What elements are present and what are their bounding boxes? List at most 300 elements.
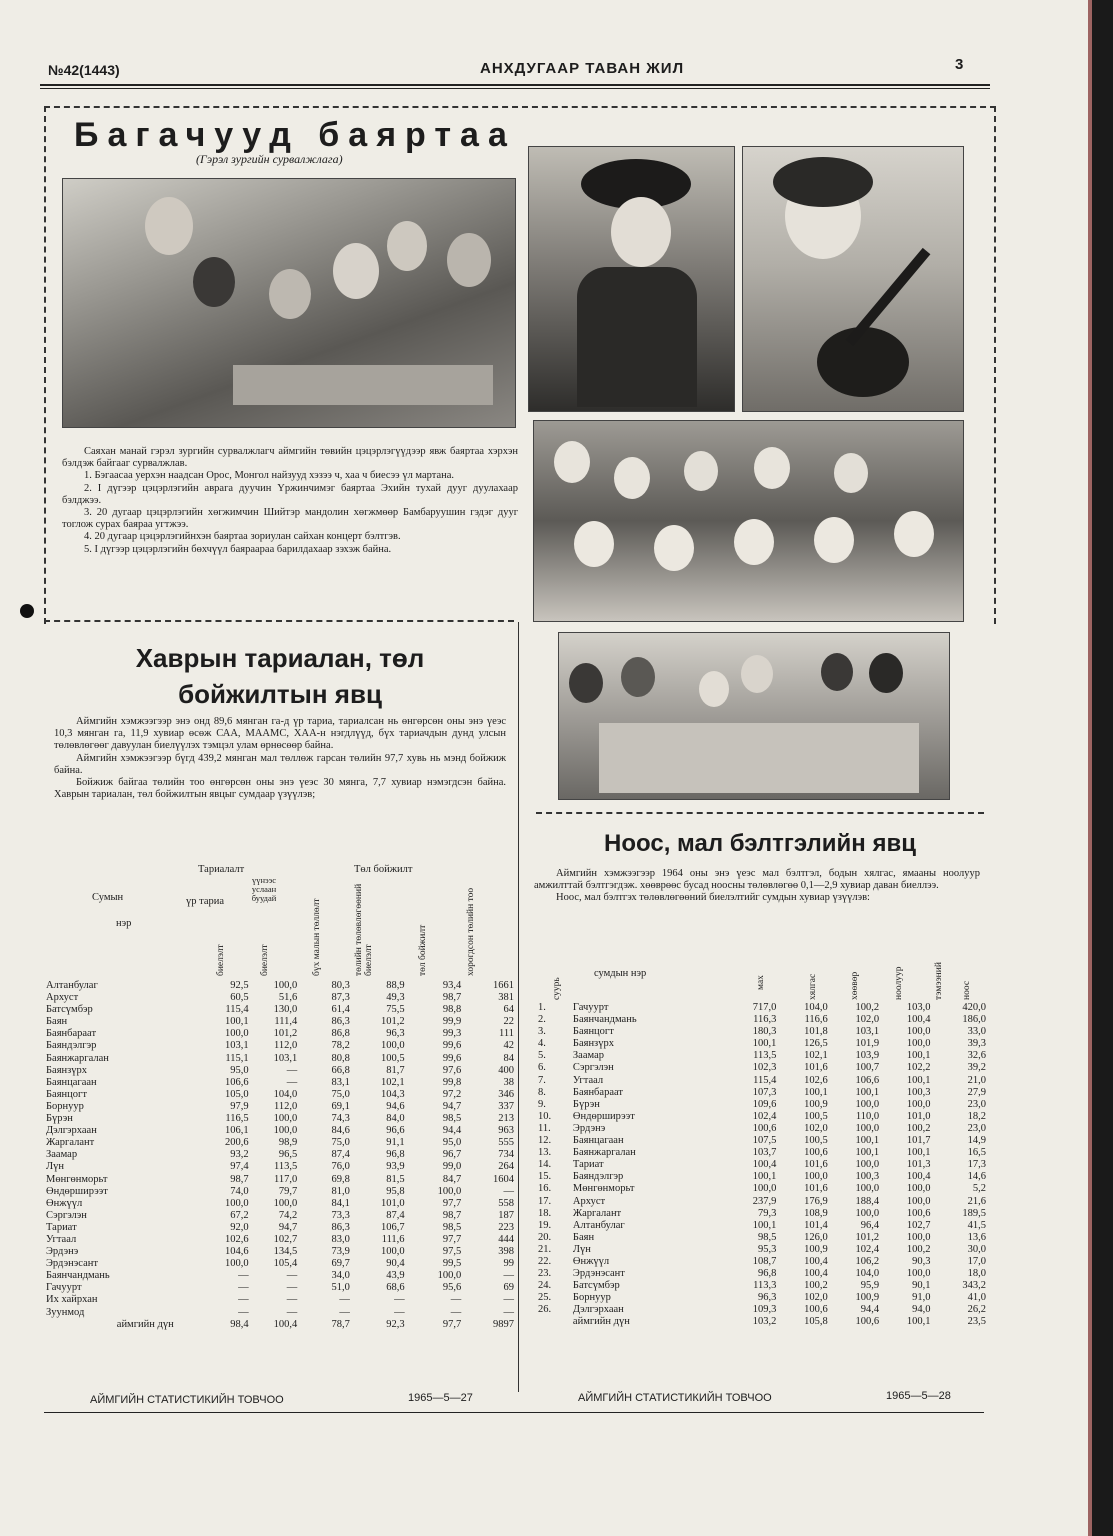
article2-table-cell: Баяндэлгэр <box>46 1040 97 1052</box>
article2-table-cell: Баян <box>46 1016 68 1028</box>
article2-table-row <box>46 980 518 992</box>
section-divider-right <box>536 812 984 814</box>
article3-table-cell: 100,1 <box>906 1074 931 1086</box>
article3-table-cell: Архуст <box>572 1195 606 1207</box>
photo-girl-singer <box>528 146 735 412</box>
article3-table-row <box>538 1171 990 1183</box>
article3-table-cell: 102,1 <box>804 1050 828 1062</box>
photo-boys-friends <box>62 178 516 428</box>
article2-table-row <box>46 1113 518 1125</box>
article2-table-cell: — <box>339 1294 350 1306</box>
article2-table-cell: 84,6 <box>331 1125 350 1137</box>
article2-table-cell: Эрдэнэсант <box>46 1258 98 1270</box>
article2-table-cell: Бүрэн <box>46 1113 73 1125</box>
article3-table-cell: Гачуурт <box>572 1002 609 1013</box>
article3-table-cell: 100,1 <box>752 1219 777 1231</box>
col-group-tariallt: Тариалалт <box>198 864 245 875</box>
article2-footer-org: АЙМГИЙН СТАТИСТИКИЙН ТОВЧОО <box>90 1394 284 1406</box>
article2-table-cell: — <box>394 1294 405 1306</box>
article3-table-cell: 41,0 <box>967 1292 986 1304</box>
article2-table-cell: 97,7 <box>442 1197 462 1209</box>
article2-table-cell: 398 <box>498 1246 514 1258</box>
article3-table-cell: 126,0 <box>804 1231 828 1243</box>
article2-table-cell: 337 <box>498 1100 514 1112</box>
article3-table-cell: 18. <box>538 1207 552 1219</box>
article2-table-cell: 99,3 <box>442 1028 462 1040</box>
article2-table-row <box>46 1174 518 1186</box>
article3-table-cell: 17,3 <box>967 1159 986 1171</box>
article2-table-cell: Мөнгөнморьт <box>46 1173 108 1185</box>
article3-table-cell: 79,3 <box>758 1207 777 1219</box>
article1-para: 3. 20 дугаар цэцэрлэгийн хөгжимчин Шийтэр мандолин хөгжмөөр Бамбаруушин гэдэг дууг тоглож сурах баяраа угтжээ. <box>62 507 518 531</box>
article3-table-cell: 41,5 <box>967 1219 986 1231</box>
article2-table-cell: — <box>503 1185 514 1197</box>
article3-table-cell: 100,5 <box>804 1135 828 1147</box>
article2-table-cell: Баянзүрх <box>46 1064 88 1076</box>
article3-table-cell: 100,2 <box>855 1002 880 1013</box>
article3-table-cell: 100,0 <box>906 1026 931 1038</box>
page-number: 3 <box>955 56 964 73</box>
article2-table-cell: 117,0 <box>273 1173 298 1185</box>
article2-table-cell: 61,4 <box>331 1004 350 1016</box>
article3-table-row <box>538 1196 990 1208</box>
article3-table-cell: 102,4 <box>752 1110 777 1122</box>
article3-table-cell: Борнуур <box>572 1292 611 1304</box>
article3-table-cell: 100,6 <box>855 1316 880 1328</box>
col-bielelt-2: биелэлт <box>260 944 270 976</box>
article3-table-cell: 237,9 <box>752 1195 777 1207</box>
article3-table-row <box>538 1075 990 1087</box>
article3-table-cell: Мөнгөнморьт <box>572 1183 635 1195</box>
article3-table-cell: 101,8 <box>804 1026 828 1038</box>
article2-table-cell: 80,3 <box>331 980 350 991</box>
article2-table-cell: 400 <box>498 1064 514 1076</box>
article2-table-cell: 74,0 <box>230 1185 249 1197</box>
article3-table-cell: Баянчандмань <box>572 1014 637 1026</box>
article2-table-cell: 100,5 <box>380 1052 405 1064</box>
article3-table-row <box>538 1123 990 1135</box>
article2-table-cell: 105,4 <box>273 1258 298 1270</box>
article2-table-cell: 99,6 <box>442 1040 462 1052</box>
article2-table-cell: 92,5 <box>230 980 249 991</box>
article3-table-cell: 10. <box>538 1110 552 1122</box>
article2-table-cell: 187 <box>498 1209 514 1221</box>
article2-table-cell: 103,1 <box>224 1040 249 1052</box>
article2-table-cell: 98,9 <box>278 1137 298 1149</box>
article2-table-cell: 96,8 <box>386 1149 405 1161</box>
article2-table-row <box>46 1210 518 1222</box>
article3-table-cell: аймгийн дүн <box>572 1316 630 1328</box>
article2-table-row <box>46 1282 518 1294</box>
article3-table-cell: 96,4 <box>860 1219 880 1231</box>
article2-table-cell: 96,6 <box>386 1125 405 1137</box>
section-divider <box>44 620 514 622</box>
article3-table-row <box>538 1026 990 1038</box>
masthead-title: АНХДУГААР ТАВАН ЖИЛ <box>480 60 685 77</box>
article3-table-cell: 107,5 <box>752 1135 777 1147</box>
article2-table-cell: 38 <box>503 1076 514 1088</box>
article2-table-cell: 81,7 <box>386 1064 405 1076</box>
article2-table-cell: Заамар <box>46 1149 78 1161</box>
article2-table-row <box>46 1125 518 1137</box>
article3-table-cell: 18,0 <box>967 1268 986 1280</box>
article2-table-cell: Их хайрхан <box>46 1294 98 1306</box>
article3-table-cell: 103,9 <box>855 1050 880 1062</box>
article3-table-cell: 115,4 <box>753 1074 777 1086</box>
article3-table-cell: 100,4 <box>752 1159 777 1171</box>
article3-table-row <box>538 1220 990 1232</box>
article3-table-cell: 101,0 <box>906 1110 931 1122</box>
article3-table-cell: 100,2 <box>906 1122 931 1134</box>
article2-table-cell: 101,2 <box>273 1028 298 1040</box>
article2-table-row <box>46 1137 518 1149</box>
article2-table-cell: Өнжүүл <box>46 1197 83 1209</box>
article3-table-cell: 100,9 <box>804 1243 828 1255</box>
article1-para: Саяхан манай гэрэл зургийн сурвалжлагч аймгийн төвийн цэцэрлэгүүдээр явж баяртаа хэрхэн бэлдэж байгааг сурвалжлав. <box>62 446 518 470</box>
article3-table-cell: 101,6 <box>804 1159 828 1171</box>
article3-table-cell: 109,6 <box>752 1098 777 1110</box>
article2-footer-date: 1965—5—27 <box>408 1392 473 1404</box>
article2-table-cell: — <box>286 1282 298 1294</box>
article3-table-cell: 11. <box>538 1122 551 1134</box>
article2-table-cell: 98,8 <box>442 1004 462 1016</box>
article3-title: Ноос, мал бэлтгэлийн явц <box>604 830 916 857</box>
article3-table-cell: Батсүмбэр <box>572 1280 620 1292</box>
article2-table-cell: 78,7 <box>331 1318 350 1330</box>
article2-table-row <box>46 1246 518 1258</box>
article3-table-cell: 101,4 <box>804 1219 828 1231</box>
article2-table-cell: 102,1 <box>380 1076 405 1088</box>
article2-table-cell: 100,0 <box>224 1028 249 1040</box>
article2-table-cell: 101,2 <box>380 1016 405 1028</box>
article3-table-cell: 108,7 <box>752 1255 777 1267</box>
article3-table-cell: 94,4 <box>860 1304 880 1316</box>
article3-table-cell: 116,3 <box>753 1014 777 1026</box>
article3-table-cell: 15. <box>538 1171 552 1183</box>
article2-table-cell: 111,4 <box>274 1016 298 1028</box>
article2-table-cell: 100,4 <box>273 1318 298 1330</box>
article3-table-cell: 95,3 <box>758 1243 777 1255</box>
article3-table-cell: 100,0 <box>855 1122 880 1134</box>
article2-table-row <box>46 1149 518 1161</box>
article2-table-cell: 134,5 <box>273 1246 298 1258</box>
article3-table-cell: 100,0 <box>906 1038 931 1050</box>
article2-table-row <box>46 1065 518 1077</box>
photo-wrestlers <box>558 632 950 800</box>
article3-table-row <box>538 1256 990 1268</box>
col-tollolt: бүх малын төллөлт <box>312 898 322 976</box>
article2-table-cell: 100,0 <box>224 1258 249 1270</box>
article2-table-cell: 51,6 <box>278 992 298 1004</box>
article2-table-cell: Эрдэнэ <box>46 1246 79 1258</box>
article3-table-cell: 1. <box>538 1002 546 1013</box>
article2-table-row <box>46 1161 518 1173</box>
article2-table-cell: 200,6 <box>224 1137 249 1149</box>
article3-table-cell: 106,6 <box>855 1074 880 1086</box>
article2-para: Аймгийн хэмжээгээр бүгд 439,2 мянган мал төллөж гарсан төлийн 97,7 хувь нь мэнд бойжиж байна. <box>54 752 506 776</box>
article2-table-cell: — <box>238 1294 249 1306</box>
article2-table-cell: 83,1 <box>331 1076 350 1088</box>
article2-table-cell: 96,7 <box>442 1149 462 1161</box>
article3-table-cell: Өнжүүл <box>572 1255 610 1267</box>
article2-table-cell: Угтаал <box>46 1233 77 1245</box>
article2-table-cell: 130,0 <box>273 1004 298 1016</box>
article3-table-row <box>538 1135 990 1147</box>
article2-table-cell: 75,0 <box>331 1137 350 1149</box>
article3-table-cell: 17. <box>538 1195 552 1207</box>
article2-table-cell: — <box>238 1306 249 1318</box>
article3-table-cell: 100,0 <box>906 1231 931 1243</box>
col-group-tol: Төл бойжилт <box>354 864 413 875</box>
article2-table-row <box>46 1016 518 1028</box>
article3-table-cell: 102,3 <box>752 1062 777 1074</box>
article2-table-cell: Тариат <box>46 1221 77 1233</box>
article2-table-cell: 98,7 <box>442 1209 462 1221</box>
col-tol-tolov: төлийн төлөвлөгөөний биелэлт <box>354 883 374 976</box>
article2-table-cell: 97,6 <box>442 1064 462 1076</box>
article3-table-cell: 101,2 <box>855 1231 880 1243</box>
article3-table-cell: 102,2 <box>906 1062 931 1074</box>
article2-table-row <box>46 1028 518 1040</box>
article2-table-cell: 99,0 <box>442 1161 462 1173</box>
article1-byline: (Гэрэл зургийн сурвалжлага) <box>196 152 343 166</box>
masthead <box>40 58 980 80</box>
article2-table-cell: 558 <box>498 1197 514 1209</box>
article3-table-cell: 5,2 <box>972 1183 986 1195</box>
article3-table-cell: 26,2 <box>967 1304 986 1316</box>
article2-table-cell: 100,0 <box>380 1246 405 1258</box>
article3-table-cell: Жаргалант <box>572 1207 622 1219</box>
article2-table-cell: Баянжаргалан <box>46 1052 109 1064</box>
article3-table-cell: 13,6 <box>967 1231 986 1243</box>
article2-table-cell: 115,1 <box>225 1052 249 1064</box>
article2-table-cell: 100,0 <box>273 1197 298 1209</box>
article2-table-cell: аймгийн дүн <box>116 1318 174 1330</box>
article1-title: Багачууд баяртаа <box>74 116 516 154</box>
article3-table-cell: 100,4 <box>804 1255 828 1267</box>
article2-table-row <box>46 1307 518 1319</box>
article2-table-cell: 105,0 <box>224 1088 249 1100</box>
article2-body <box>54 716 506 801</box>
photo-choir <box>533 420 964 622</box>
article3-table-cell: Эрдэнэсант <box>572 1268 625 1280</box>
article2-table-cell: 84,7 <box>442 1173 462 1185</box>
article1-para: 2. I дүгээр цэцэрлэгийн аврага дуучин Үржинчимэг баяртаа Эхийн тухай дууг дуулахаар бэлджээ. <box>62 482 518 506</box>
article3-table-cell: 186,0 <box>962 1014 986 1026</box>
article2-table-cell: 223 <box>498 1221 514 1233</box>
article2-table-cell: 99,5 <box>442 1258 462 1270</box>
article2-table-cell: 49,3 <box>386 992 405 1004</box>
article2-table-cell: Батсүмбэр <box>46 1004 93 1016</box>
article3-table-cell: 102,7 <box>906 1219 931 1231</box>
article2-table-cell: — <box>238 1270 249 1282</box>
article2-table-cell: 95,8 <box>386 1185 405 1197</box>
article3-table-cell: 101,6 <box>804 1183 828 1195</box>
article2-table-cell: 100,0 <box>273 1113 298 1125</box>
article3-table-row <box>538 1014 990 1026</box>
article2-table-cell: 22 <box>503 1016 514 1028</box>
article3-table-cell: 100,6 <box>906 1207 931 1219</box>
article3-table-row <box>538 1038 990 1050</box>
article3-table-cell: 14. <box>538 1159 552 1171</box>
article3-table-cell: 21,0 <box>967 1074 986 1086</box>
article3-table-cell: 113,3 <box>753 1280 777 1292</box>
article3-table-cell: 100,1 <box>906 1316 931 1328</box>
article2-table-row <box>46 1186 518 1198</box>
article2-table-row <box>46 1234 518 1246</box>
article2-table-cell: Баянбараат <box>46 1028 97 1040</box>
article3-table-cell: 102,0 <box>804 1122 828 1134</box>
article2-table-cell: — <box>450 1306 462 1318</box>
article3-table-cell: 180,3 <box>752 1026 777 1038</box>
article3-table-cell: 104,0 <box>804 1002 828 1013</box>
article2-table-cell: 93,4 <box>442 980 462 991</box>
col-horogd: хорогдсон төлийн тоо <box>466 887 476 976</box>
article2-table-cell: 381 <box>498 992 514 1004</box>
article2-table-cell: 87,3 <box>331 992 350 1004</box>
article2-table-cell: Архуст <box>46 992 79 1004</box>
article3-table-cell: 176,9 <box>804 1195 828 1207</box>
article2-table-cell: 51,0 <box>331 1282 350 1294</box>
article2-table-cell: 346 <box>498 1088 514 1100</box>
article3-table-row <box>538 1087 990 1099</box>
article2-table-cell: — <box>238 1282 249 1294</box>
article3-table-cell: 100,2 <box>804 1280 828 1292</box>
article3-table-cell: 100,5 <box>804 1110 828 1122</box>
article3-table-cell: Тариат <box>572 1159 604 1171</box>
article2-table-cell: Баянцагаан <box>46 1076 97 1088</box>
article2-table-cell: 103,1 <box>273 1052 298 1064</box>
article3-table-cell: 103,0 <box>906 1002 931 1013</box>
article3-table-cell: 113,5 <box>753 1050 777 1062</box>
col-noos: ноос <box>962 980 972 1000</box>
col-sum-label-2: нэр <box>116 918 132 929</box>
article3-table-cell: 19. <box>538 1219 552 1231</box>
article2-table-cell: 106,6 <box>224 1076 249 1088</box>
article3-table-cell: 91,0 <box>912 1292 931 1304</box>
article3-table-cell: Баянбараат <box>572 1086 623 1098</box>
article3-table-cell: 126,5 <box>804 1038 828 1050</box>
article3-table-cell: 100,1 <box>804 1086 828 1098</box>
article3-footer-org: АЙМГИЙН СТАТИСТИКИЙН ТОВЧОО <box>578 1392 772 1404</box>
article2-table-cell: 96,5 <box>278 1149 298 1161</box>
article2-table-cell: 100,0 <box>224 1197 249 1209</box>
article2-table-cell: 116,5 <box>225 1113 249 1125</box>
article3-table-cell: 100,4 <box>804 1268 828 1280</box>
article3-table-cell: 105,8 <box>804 1316 828 1328</box>
article2-table-cell: — <box>286 1306 298 1318</box>
article3-table-cell: 102,6 <box>804 1074 828 1086</box>
article3-table-cell: 2. <box>538 1014 546 1026</box>
article2-table-cell: 106,7 <box>380 1221 405 1233</box>
article3-table-cell: 100,0 <box>855 1183 880 1195</box>
article2-table-cell: 95,6 <box>442 1282 462 1294</box>
article3-table-cell: 16,5 <box>967 1147 986 1159</box>
article2-table-cell: 555 <box>498 1137 514 1149</box>
article2-table-cell: 102,6 <box>224 1233 249 1245</box>
article3-table-cell: 21. <box>538 1243 552 1255</box>
article2-table-cell: Баянцогт <box>46 1088 87 1100</box>
col-sum-label: Сумын <box>92 892 124 903</box>
article3-table-cell: 100,6 <box>804 1147 828 1159</box>
article2-table-cell: 69 <box>503 1282 514 1294</box>
article2-para: Бойжиж байгаа төлийн тоо өнгөрсөн оны энэ үеэс 30 мянга, 7,7 хувиар нэмэгдсэн байна. Хаврын тариалан, төл бойжилтын явцыг сумдаар үзүүлэв; <box>54 777 506 801</box>
article3-table-row <box>538 1147 990 1159</box>
col-hoovor: хөөвөр <box>850 971 860 1000</box>
article2-table-cell: Жаргалант <box>46 1137 95 1149</box>
article3-table-cell: 100,9 <box>804 1098 828 1110</box>
article2-table-cell: 98,5 <box>442 1221 462 1233</box>
article3-footer-date: 1965—5—28 <box>886 1390 951 1402</box>
article2-table-cell: 99,8 <box>442 1076 462 1088</box>
col-nooluur: ноолуур <box>894 966 904 1000</box>
article2-table-cell: 60,5 <box>230 992 249 1004</box>
article2-title-line2: бойжилтын явц <box>178 679 382 709</box>
article3-table-cell: 21,6 <box>967 1195 986 1207</box>
page-edge-shadow <box>1092 0 1113 1536</box>
article2-table-cell: 213 <box>498 1113 514 1125</box>
article2-table-cell: 113,5 <box>273 1161 298 1173</box>
article3-table-cell: 24. <box>538 1280 552 1292</box>
article3-table-cell: 108,9 <box>804 1207 828 1219</box>
article2-table-cell: 87,4 <box>386 1209 405 1221</box>
article2-title <box>60 640 500 712</box>
article3-table-cell: 6. <box>538 1062 546 1074</box>
article3-table-cell: 100,0 <box>855 1207 880 1219</box>
photo-girl-mandolin <box>742 146 964 412</box>
article3-table-cell: 189,5 <box>962 1207 986 1219</box>
article2-table-cell: 78,2 <box>331 1040 350 1052</box>
col-temee: тэмээний <box>934 962 944 1000</box>
article3-table-cell: 100,1 <box>855 1135 880 1147</box>
article2-table-cell: 99,9 <box>442 1016 462 1028</box>
article2-table-cell: 43,9 <box>386 1270 405 1282</box>
article2-table-cell: 83,0 <box>331 1233 350 1245</box>
article2-table-row <box>46 1319 518 1331</box>
article3-table-cell: Баянцогт <box>572 1026 614 1038</box>
article2-table-cell: 75,0 <box>331 1088 350 1100</box>
article3-table-cell: Заамар <box>572 1050 604 1062</box>
article2-table-cell: 69,7 <box>331 1258 350 1270</box>
article3-table-cell: 103,1 <box>855 1026 880 1038</box>
article2-table-cell: — <box>286 1076 298 1088</box>
article3-table-cell: 25. <box>538 1292 552 1304</box>
article3-table-cell: Алтанбулаг <box>572 1219 625 1231</box>
article3-table-cell: 343,2 <box>962 1280 986 1292</box>
article2-table-cell: 1604 <box>493 1173 514 1185</box>
article2-table-cell: 84,1 <box>331 1197 350 1209</box>
article3-table-row <box>538 1183 990 1195</box>
article2-table-cell: 73,9 <box>331 1246 350 1258</box>
article3-table-cell: 100,7 <box>855 1062 880 1074</box>
article2-table-cell: 90,4 <box>386 1258 405 1270</box>
article3-table-row <box>538 1050 990 1062</box>
article2-table-row <box>46 1270 518 1282</box>
article3-table-cell: 106,2 <box>855 1255 880 1267</box>
article3-table-cell: 30,0 <box>967 1243 986 1255</box>
article3-table-cell: 100,1 <box>906 1050 931 1062</box>
article2-table-cell: 92,3 <box>386 1318 405 1330</box>
article2-table-cell: Зуунмод <box>46 1306 85 1318</box>
article2-table-cell: Борнуур <box>46 1100 84 1112</box>
article3-table-cell: 100,4 <box>906 1014 931 1026</box>
col-bielelt-1: биелэлт <box>216 944 226 976</box>
article3-table-cell: 420,0 <box>962 1002 986 1013</box>
article2-table-cell: 98,7 <box>230 1173 249 1185</box>
col-usalt: үүнээс услаан буудай <box>251 875 277 903</box>
article3-table-cell: 103,2 <box>752 1316 777 1328</box>
article3-table-cell: 14,6 <box>967 1171 986 1183</box>
